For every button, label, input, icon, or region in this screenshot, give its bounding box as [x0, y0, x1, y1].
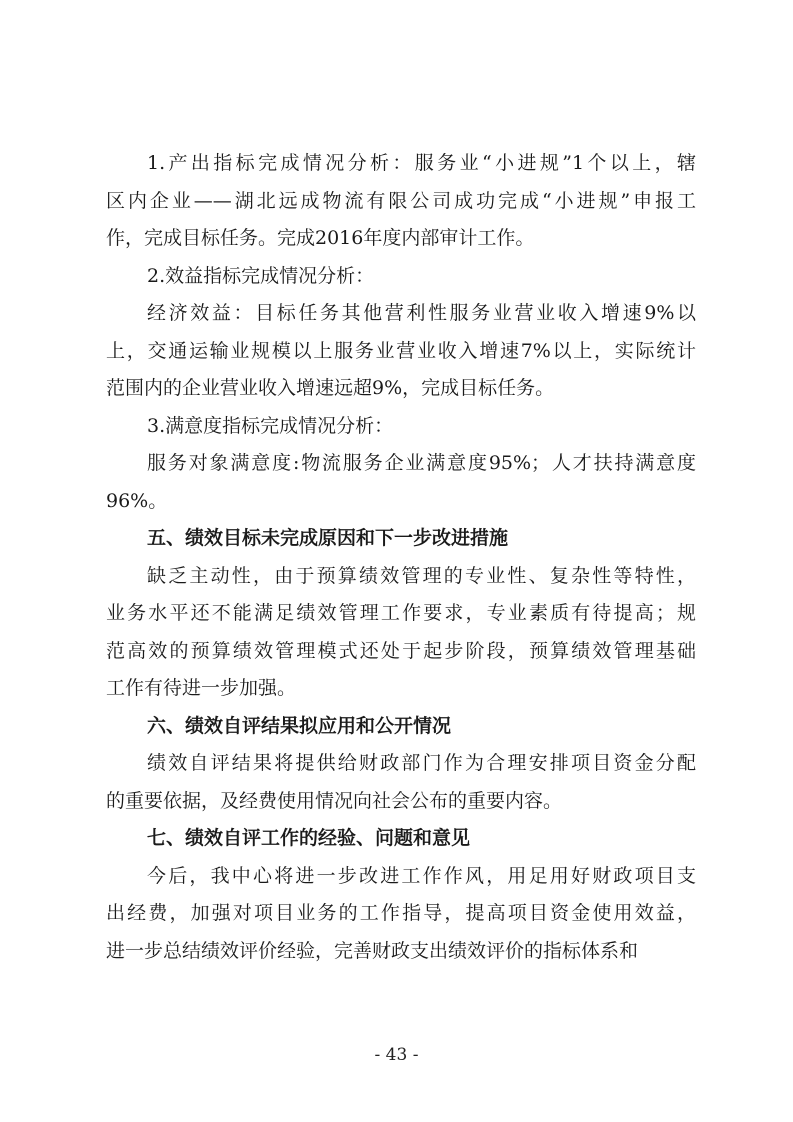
- text-line: 缺乏主动性，由于预算绩效管理的专业性、复杂性等特性，: [147, 564, 696, 587]
- heading-text: 七、绩效自评工作的经验、问题和意见: [147, 827, 471, 849]
- page-number: - 43 -: [374, 1045, 419, 1065]
- text-line: 3.满意度指标完成情况分析：: [147, 414, 394, 437]
- paragraph: [106, 145, 696, 258]
- paragraph: [106, 558, 696, 708]
- section-heading: [106, 520, 696, 558]
- section-heading: [106, 708, 696, 746]
- heading-text: 五、绩效目标未完成原因和下一步改进措施: [147, 527, 509, 549]
- text-line: 1.产出指标完成情况分析：服务业“小进规”1个以上，辖: [147, 152, 696, 174]
- paragraph: [106, 258, 696, 296]
- text-line: 工作有待进一步加强。: [106, 677, 297, 699]
- paragraph: [106, 295, 696, 408]
- text-line: 服务对象满意度:物流服务企业满意度95%；人才扶持满意度: [147, 452, 696, 474]
- heading-text: 六、绩效自评结果拟应用和公开情况: [147, 714, 452, 737]
- text-line: 进一步总结绩效评价经验，完善财政支出绩效评价的指标体系和: [106, 939, 639, 962]
- text-line: 业务水平还不能满足绩效管理工作要求，专业素质有待提高；规: [106, 602, 696, 624]
- text-line: 范围内的企业营业收入增速远超9%，完成目标任务。: [106, 377, 555, 399]
- text-line: 的重要依据，及经费使用情况向社会公布的重要内容。: [106, 789, 563, 812]
- section-heading: [106, 820, 696, 858]
- text-line: 经济效益：目标任务其他营利性服务业营业收入增速9%以: [147, 302, 696, 324]
- text-line: 2.效益指标完成情况分析：: [147, 264, 375, 287]
- text-line: 96%。: [106, 489, 168, 512]
- text-line: 上，交通运输业规模以上服务业营业收入增速7%以上，实际统计: [106, 339, 696, 362]
- text-line: 绩效自评结果将提供给财政部门作为合理安排项目资金分配: [147, 752, 696, 774]
- text-line: 范高效的预算绩效管理模式还处于起步阶段，预算绩效管理基础: [106, 639, 696, 662]
- text-line: 出经费，加强对项目业务的工作指导，提高项目资金使用效益，: [106, 902, 696, 924]
- text-line: 今后，我中心将进一步改进工作作风，用足用好财政项目支: [147, 864, 696, 887]
- text-line: 作，完成目标任务。完成2016年度内部审计工作。: [106, 227, 535, 249]
- text-line: 区内企业——湖北远成物流有限公司成功完成“小进规”申报工: [106, 189, 696, 212]
- paragraph: [106, 858, 696, 971]
- paragraph: [106, 745, 696, 820]
- paragraph: [106, 445, 696, 520]
- paragraph: [106, 408, 696, 446]
- document-body: [106, 145, 696, 970]
